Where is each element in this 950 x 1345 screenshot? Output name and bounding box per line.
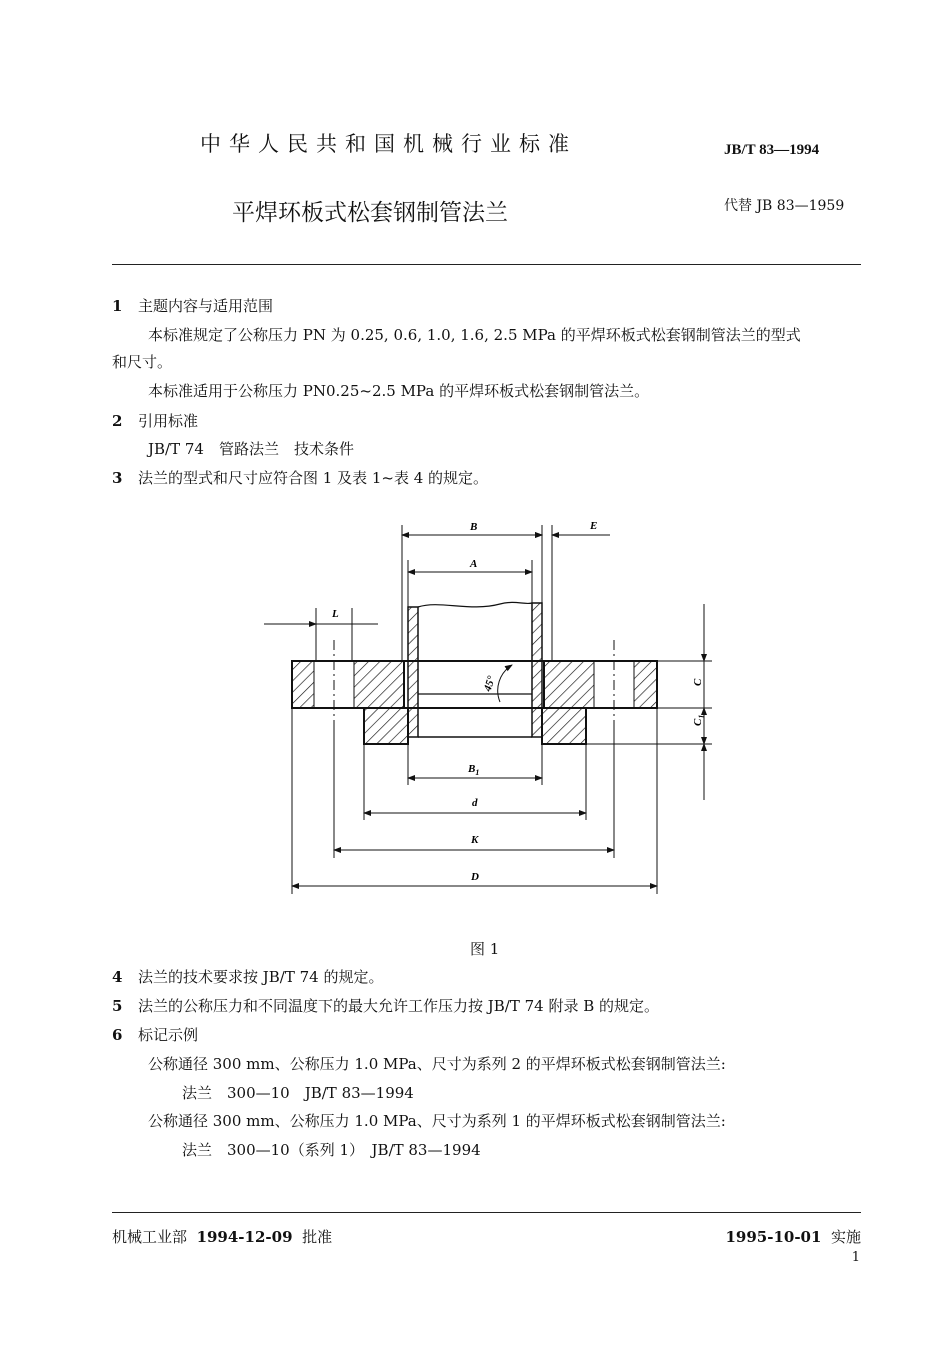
pipe-wall-left bbox=[408, 607, 418, 737]
dim-label-C1: $C_1$ bbox=[692, 714, 706, 726]
dim-label-L: L bbox=[332, 608, 339, 620]
approval-info bbox=[112, 1226, 332, 1247]
section-1-heading bbox=[112, 296, 273, 316]
heading-text: 引用标准 bbox=[138, 412, 199, 430]
implementation-info bbox=[725, 1226, 861, 1247]
dim-label-C: C bbox=[692, 678, 704, 686]
weld-ring-right bbox=[542, 708, 586, 744]
dim-label-B1: $B_1$ bbox=[468, 763, 480, 777]
section-5 bbox=[112, 996, 659, 1016]
pipe-wall-right bbox=[532, 603, 542, 737]
heading-text: 法兰的型式和尺寸应符合图 1 及表 1~表 4 的规定。 bbox=[138, 469, 489, 487]
section-text: 法兰的公称压力和不同温度下的最大允许工作压力按 JB/T 74 附录 B 的规定。 bbox=[138, 997, 660, 1015]
figure-caption: 图 1 bbox=[470, 940, 500, 958]
implementation-label: 实施 bbox=[830, 1228, 861, 1246]
marking-2: 法兰 300—10（系列 1） JB/T 83—1994 bbox=[182, 1141, 481, 1159]
heading-text: 主题内容与适用范围 bbox=[138, 297, 274, 315]
department: 机械工业部 bbox=[112, 1228, 188, 1246]
dim-label-A: A bbox=[470, 558, 478, 570]
dim-label-K: K bbox=[471, 834, 479, 846]
dim-label-B: B bbox=[470, 521, 478, 533]
heading-text: 标记示例 bbox=[138, 1026, 199, 1044]
section-4 bbox=[112, 967, 384, 987]
section-number: 4 bbox=[112, 968, 123, 986]
section-number: 3 bbox=[112, 469, 123, 487]
implementation-date: 1995-10-01 bbox=[725, 1228, 822, 1246]
section-text: 法兰的技术要求按 JB/T 74 的规定。 bbox=[138, 968, 384, 986]
standard-code: JB/T 83—1994 bbox=[724, 142, 820, 158]
footer-rule bbox=[112, 1212, 861, 1213]
section-1-para1-line2: 和尺寸。 bbox=[112, 353, 173, 371]
replaces-note: 代替 JB 83—1959 bbox=[724, 198, 845, 214]
section-number: 6 bbox=[112, 1026, 123, 1044]
weld-ring-left bbox=[364, 708, 408, 744]
section-2-heading bbox=[112, 411, 198, 431]
section-number: 5 bbox=[112, 997, 123, 1015]
dim-label-E: E bbox=[590, 520, 598, 532]
marking-example-1: 公称通径 300 mm、公称压力 1.0 MPa、尺寸为系列 2 的平焊环板式松套钢制管法兰: bbox=[148, 1055, 726, 1073]
section-1-para2: 本标准适用于公称压力 PN0.25~2.5 MPa 的平焊环板式松套钢制管法兰。 bbox=[148, 382, 650, 400]
standard-category-title: 中华人民共和国机械行业标准 bbox=[200, 132, 577, 156]
header-rule bbox=[112, 264, 861, 265]
marking-example-2: 公称通径 300 mm、公称压力 1.0 MPa、尺寸为系列 1 的平焊环板式松套钢制管法兰: bbox=[148, 1112, 726, 1130]
dim-label-D: D bbox=[471, 871, 479, 883]
angle-label: 45° bbox=[481, 674, 498, 693]
section-3-heading bbox=[112, 468, 488, 488]
page-number: 1 bbox=[851, 1250, 860, 1265]
marking-1: 法兰 300—10 JB/T 83—1994 bbox=[182, 1084, 414, 1102]
section-6-heading bbox=[112, 1025, 198, 1045]
section-2-reference: JB/T 74 管路法兰 技术条件 bbox=[148, 440, 354, 458]
section-number: 1 bbox=[112, 297, 123, 315]
flange-drawing bbox=[250, 510, 730, 910]
dim-label-d: d bbox=[472, 797, 478, 809]
section-number: 2 bbox=[112, 412, 123, 430]
approval-label: 批准 bbox=[302, 1228, 333, 1246]
section-1-para1-line1: 本标准规定了公称压力 PN 为 0.25, 0.6, 1.0, 1.6, 2.5 MPa 的平焊环板式松套钢制管法兰的型式 bbox=[148, 326, 801, 344]
approval-date: 1994-12-09 bbox=[196, 1228, 293, 1246]
document-title: 平焊环板式松套钢制管法兰 bbox=[232, 200, 508, 226]
